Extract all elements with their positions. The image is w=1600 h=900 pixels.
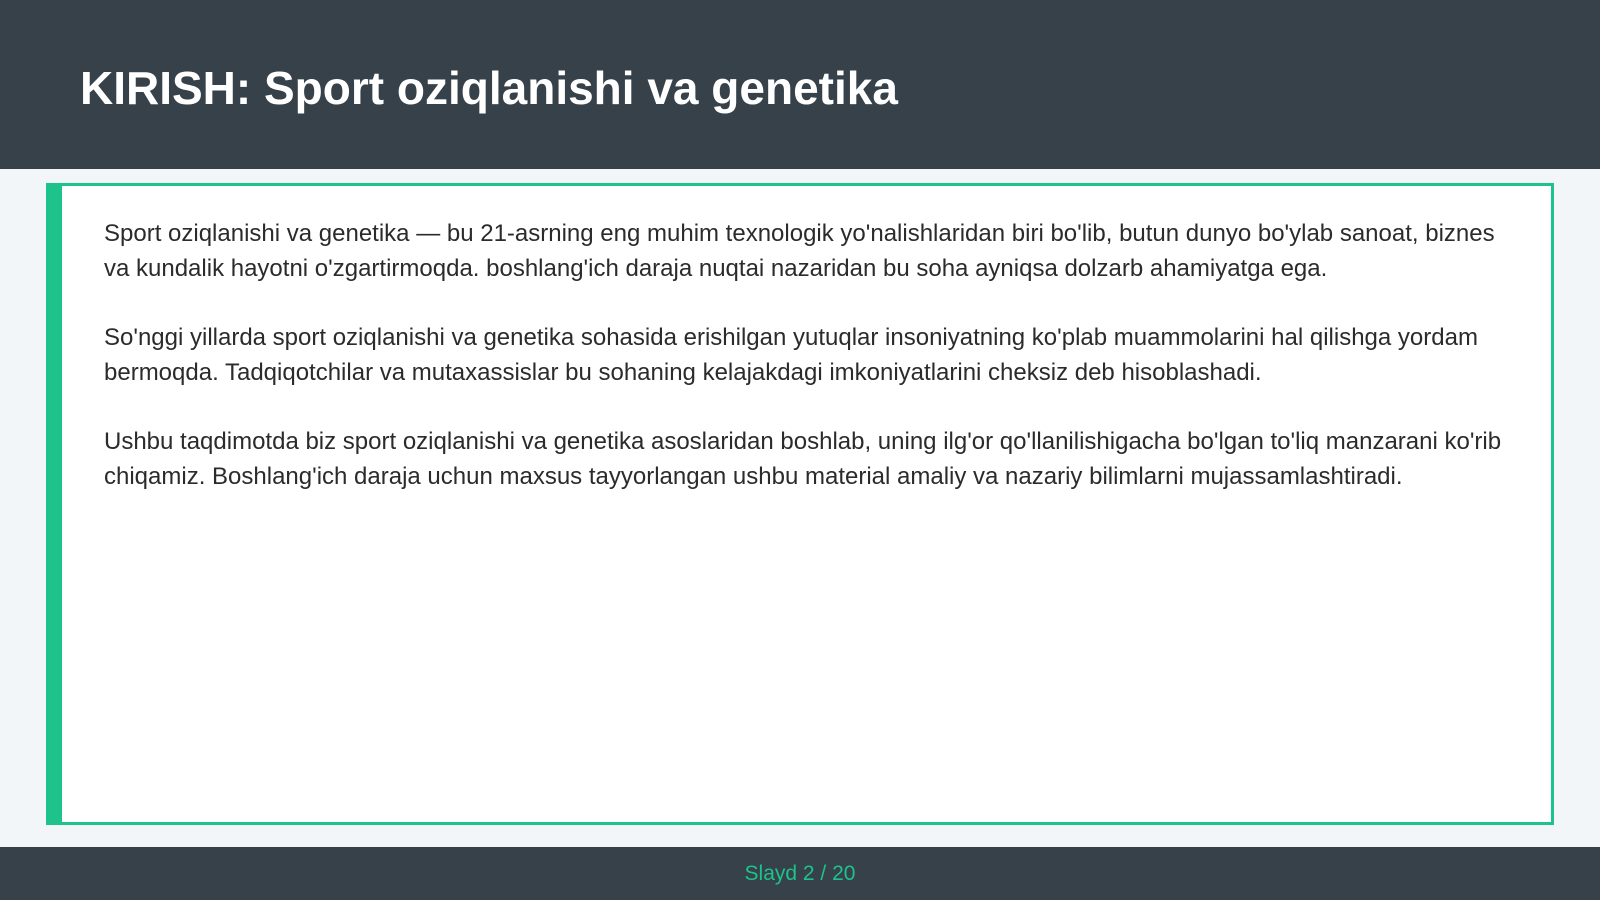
paragraph-2: So'nggi yillarda sport oziqlanishi va genetika sohasida erishilgan yutuqlar insoniyatning ko'plab muammolarini hal qilishga yordam bermoqda. Tadqiqotchilar va mutaxassislar bu sohaning kelajakdagi imkoniyatlarini cheksiz deb hisoblashadi. (104, 324, 1478, 386)
content-box (46, 183, 1554, 825)
body-text (104, 216, 1504, 528)
paragraph-1: Sport oziqlanishi va genetika — bu 21-asrning eng muhim texnologik yo'nalishlaridan biri bo'lib, butun dunyo bo'ylab sanoat, biznes va kundalik hayotni o'zgartirmoqda. boshlang'ich daraja nuqtai nazaridan bu soha ayniqsa dolzarb ahamiyatga ega. (104, 220, 1495, 282)
slide-title: KIRISH: Sport oziqlanishi va genetika (80, 62, 898, 114)
paragraph-3: Ushbu taqdimotda biz sport oziqlanishi va genetika asoslaridan boshlab, uning ilg'or qo'llanilishigacha bo'lgan to'liq manzarani ko'rib chiqamiz. Boshlang'ich daraja uchun maxsus tayyorlangan ushbu material amaliy va nazariy bilimlarni mujassamlashtiradi. (104, 428, 1502, 490)
slide-counter: Slayd 2 / 20 (744, 862, 856, 885)
slide-footer (0, 847, 1600, 900)
slide-header (0, 0, 1600, 169)
